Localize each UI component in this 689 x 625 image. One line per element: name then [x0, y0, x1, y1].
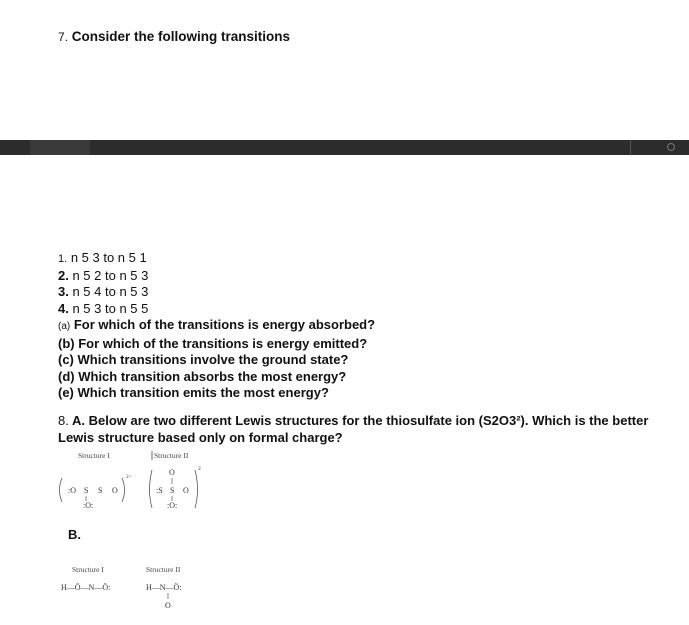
question-8 — [58, 412, 658, 446]
transition-item: 3. n 5 4 to n 5 3 — [58, 284, 149, 299]
sub-question: (b) For which of the transitions is energy emitted? — [58, 335, 368, 351]
transition-item: 2. n 5 2 to n 5 3 — [58, 267, 149, 283]
question-7-heading — [58, 29, 290, 44]
atom: S — [84, 486, 89, 495]
sub-question: (e) Which transition emits the most energy? — [58, 385, 329, 400]
question-title: Consider the following transitions — [71, 29, 291, 44]
structure-label: Structure II — [154, 451, 189, 460]
band-segment — [630, 140, 631, 155]
atom: O — [183, 486, 189, 495]
atom: S — [98, 486, 103, 495]
sub-question: (d) Which transition absorbs the most energy? — [58, 368, 347, 384]
structure-label: Structure I — [72, 565, 104, 574]
atom: O — [112, 486, 118, 495]
transition-item: 4. n 5 3 to n 5 5 — [58, 300, 149, 316]
question-number: 8. — [58, 413, 69, 428]
atom: :O: — [83, 501, 94, 510]
lewis-structures-figure-b — [58, 560, 208, 615]
formula: H—Ö—N—Ö: — [61, 583, 111, 592]
structure-label: Structure I — [78, 451, 110, 460]
band-segment — [30, 140, 90, 155]
atom: O — [169, 468, 175, 477]
question-number: 7. — [58, 30, 69, 44]
atom: :O: — [167, 501, 178, 510]
lewis-structures-figure-a — [52, 448, 212, 518]
question-text: A. Below are two different Lewis structures for the thiosulfate ion (S2O3²). Which is the better Lewis structure based only on formal charge? — [58, 413, 649, 445]
atom: S — [170, 486, 175, 495]
charge: 2 — [198, 466, 201, 472]
structure-label: Structure II — [146, 565, 181, 574]
atom: O — [165, 601, 171, 610]
transitions-block — [58, 250, 375, 402]
transition-item: 1. n 5 3 to n 5 1 — [58, 250, 147, 265]
atom: :S — [156, 486, 163, 495]
part-b-label: B. — [68, 527, 81, 542]
atom: :O — [68, 486, 76, 495]
formula: H—N—Ö: — [146, 583, 182, 592]
sub-question: (a) For which of the transitions is energy absorbed? — [58, 317, 376, 332]
circle-icon — [667, 143, 675, 151]
charge: 2− — [126, 474, 132, 480]
sub-question: (c) Which transitions involve the ground state? — [58, 352, 349, 367]
divider-band — [0, 140, 689, 155]
